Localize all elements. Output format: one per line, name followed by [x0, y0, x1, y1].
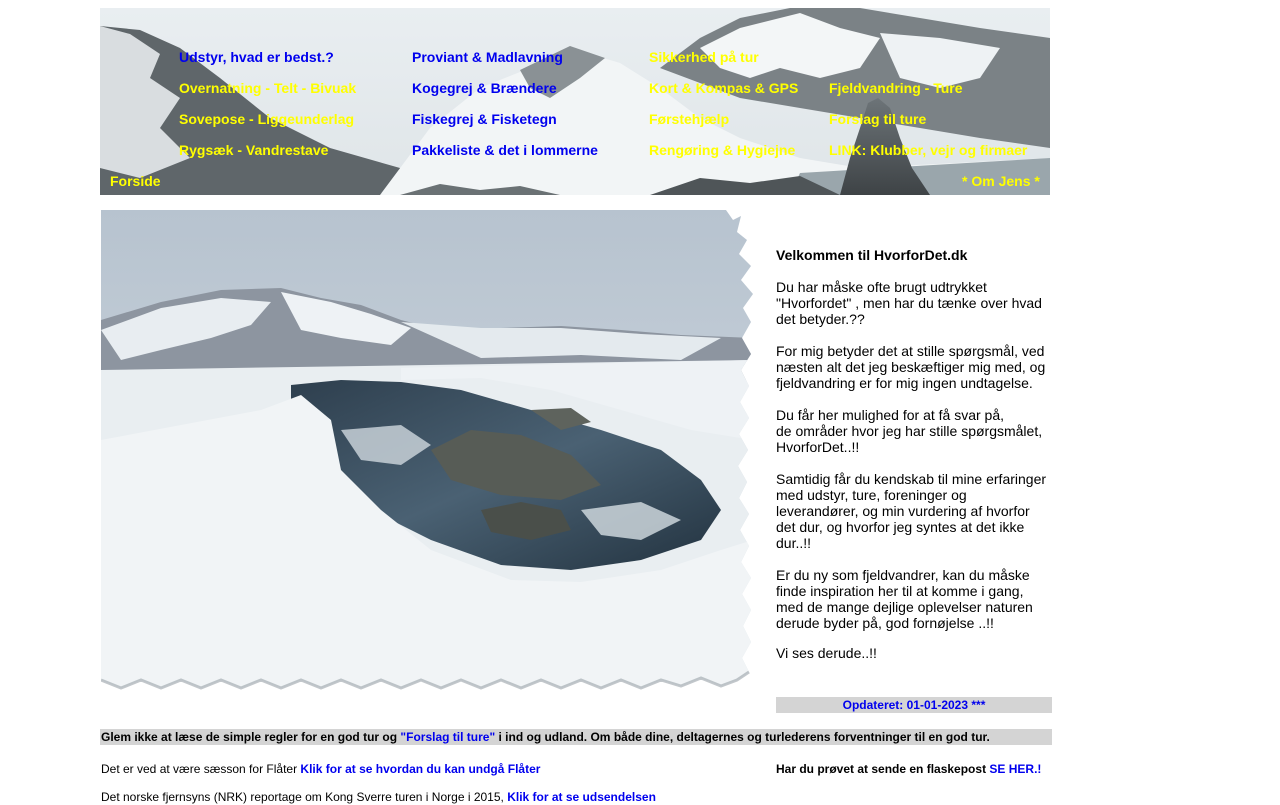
nav-fjeldvandring[interactable]: Fjeldvandring - Ture: [829, 80, 963, 96]
river-snow-photo: [101, 210, 753, 692]
nav-rygsaek[interactable]: Rygsæk - Vandrestave: [179, 142, 329, 158]
welcome-paragraph-3b: de områder hvor jeg har stille spørgsmålet, HvorforDet..!!: [776, 423, 1043, 455]
rules-bar: [100, 729, 1052, 745]
nav-kogegrej[interactable]: Kogegrej & Brændere: [412, 80, 557, 96]
flaskepost-row: [776, 761, 1041, 777]
welcome-paragraph-3a: Du får her mulighed for at få svar på,: [776, 407, 1004, 423]
welcome-paragraph-5: Er du ny som fjeldvandrer, kan du måske finde inspiration her til at komme i gang, med de mange dejlige oplevelser naturen derude byder på, god fornøjelse ..!!: [776, 567, 1033, 631]
nav-forslag-ture[interactable]: Forslag til ture: [829, 111, 927, 127]
flaskepost-link[interactable]: SE HER.!: [989, 762, 1042, 776]
welcome-paragraph-1: Du har måske ofte brugt udtrykket "Hvorfordet" , men har du tænke over hvad det betyder.??: [776, 279, 1042, 327]
nav-link-klubber[interactable]: LINK: Klubber, vejr og firmaer: [829, 142, 1028, 158]
rules-text-post: i ind og udland. Om både dine, deltagernes og turlederens forventninger til en god tur.: [495, 730, 990, 744]
nav-udstyr[interactable]: Udstyr, hvad er bedst.?: [179, 49, 334, 65]
nrk-link[interactable]: Klik for at se udsendelsen: [507, 790, 656, 804]
flaater-link[interactable]: Klik for at se hvordan du kan undgå Flåter: [300, 762, 541, 776]
flaater-row: [101, 761, 540, 777]
welcome-paragraph-6: Vi ses derude..!!: [776, 645, 877, 661]
nav-sikkerhed[interactable]: Sikkerhed på tur: [649, 49, 759, 65]
welcome-title: Velkommen til HvorforDet.dk: [776, 247, 968, 263]
nav-om-jens[interactable]: * Om Jens *: [962, 173, 1040, 189]
nav-forside[interactable]: Forside: [110, 173, 161, 189]
nav-kort-kompas[interactable]: Kort & Kompas & GPS: [649, 80, 799, 96]
nav-fiskegrej[interactable]: Fiskegrej & Fisketegn: [412, 111, 557, 127]
flaater-text: Det er ved at være sæsson for Flåter: [101, 762, 301, 776]
welcome-paragraph-3: [776, 407, 1052, 455]
welcome-text-column: [776, 247, 1052, 677]
nav-pakkeliste[interactable]: Pakkeliste & det i lommerne: [412, 142, 598, 158]
welcome-paragraph-4: Samtidig får du kendskab til mine erfaringer med udstyr, ture, foreninger og leverandører, og min vurdering af hvorfor det dur, og hvorfor jeg syntes at det ikke dur..!!: [776, 471, 1047, 551]
welcome-paragraph-2: For mig betyder det at stille spørgsmål, ved næsten alt det jeg beskæftiger mig med, og fjeldvandring er for mig ingen undtagelse.: [776, 343, 1046, 391]
flaskepost-text: Har du prøvet at sende en flaskepost: [776, 762, 990, 776]
nav-rengoring[interactable]: Rengøring & Hygiejne: [649, 142, 796, 158]
nav-proviant[interactable]: Proviant & Madlavning: [412, 49, 563, 65]
nav-forstehjaelp[interactable]: Førstehjælp: [649, 111, 730, 127]
updated-date-bar: Opdateret: 01-01-2023 ***: [776, 697, 1052, 713]
nrk-text: Det norske fjernsyns (NRK) reportage om Kong Sverre turen i Norge i 2015,: [101, 790, 508, 804]
mountain-banner-image: [100, 8, 1050, 195]
nrk-row: [101, 789, 656, 805]
nav-sovepose[interactable]: Sovepose - Liggeunderlag: [179, 111, 355, 127]
header-banner: [100, 8, 1050, 195]
rules-link-forslag[interactable]: "Forslag til ture": [400, 730, 496, 744]
rules-text-pre: Glem ikke at læse de simple regler for en god tur og: [101, 730, 401, 744]
nav-overnatning[interactable]: Overnatning - Telt - Bivuak: [179, 80, 357, 96]
